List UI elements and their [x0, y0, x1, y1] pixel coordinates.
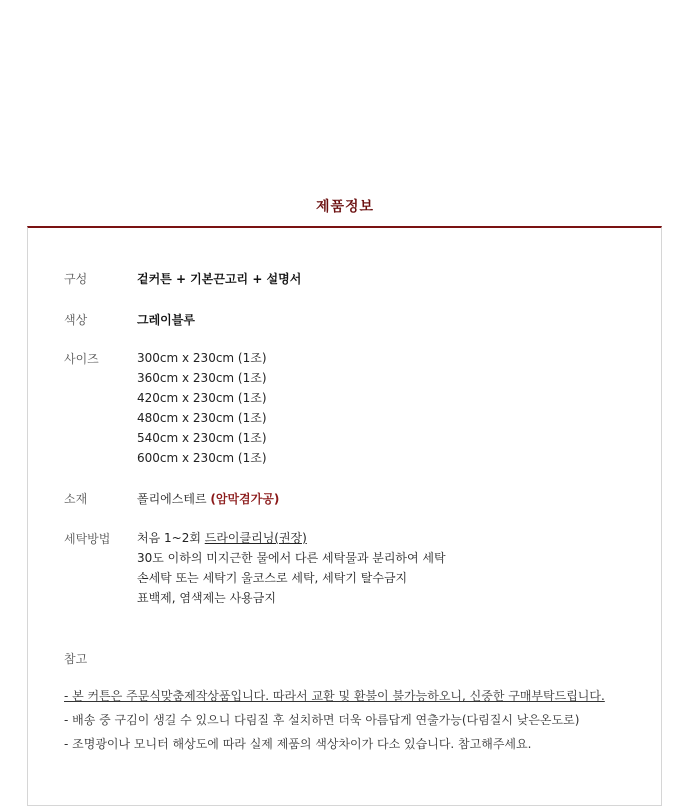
material-label: 소재	[64, 492, 88, 506]
product-info-panel	[27, 226, 662, 806]
sizes-list	[137, 350, 267, 470]
note-item: - 본 커튼은 주문식맞춤제작상품입니다. 따라서 교환 및 환불이 불가능하오니, 신중한 구매부탁드립니다.	[64, 689, 605, 703]
washing-line1-prefix: 처음 1~2회	[137, 531, 205, 545]
material-accent: (암막겸가공)	[210, 492, 280, 506]
composition-value: 겉커튼 + 기본끈고리 + 설명서	[137, 272, 302, 286]
color-label: 색상	[64, 313, 88, 327]
material-value	[137, 490, 279, 507]
size-option: 600cm x 230cm (1조)	[137, 451, 267, 465]
note-item: - 배송 중 구김이 생길 수 있으니 다림질 후 설치하면 더욱 아름답게 연출가능(다림질시 낮은온도로)	[64, 713, 580, 727]
composition-label: 구성	[64, 272, 88, 286]
washing-instructions	[137, 530, 446, 610]
note-item: - 조명광이나 모니터 해상도에 따라 실제 제품의 색상차이가 다소 있습니다. 참고해주세요.	[64, 737, 532, 751]
washing-label: 세탁방법	[64, 532, 111, 546]
size-option: 540cm x 230cm (1조)	[137, 431, 267, 445]
washing-line: 표백제, 염색제는 사용금지	[137, 591, 276, 605]
notes-label: 참고	[64, 652, 88, 666]
size-option: 480cm x 230cm (1조)	[137, 411, 267, 425]
washing-line: 손세탁 또는 세탁기 울코스로 세탁, 세탁기 탈수금지	[137, 571, 408, 585]
color-value: 그레이블루	[137, 313, 195, 327]
dry-cleaning-link: 드라이클리닝(권장)	[204, 531, 307, 545]
washing-line: 30도 이하의 미지근한 물에서 다른 세탁물과 분리하여 세탁	[137, 551, 446, 565]
sizes-label: 사이즈	[64, 352, 99, 366]
size-option: 420cm x 230cm (1조)	[137, 391, 267, 405]
size-option: 300cm x 230cm (1조)	[137, 351, 267, 365]
size-option: 360cm x 230cm (1조)	[137, 371, 267, 385]
washing-line	[137, 530, 446, 550]
notes-section	[64, 650, 644, 759]
material-name: 폴리에스테르	[137, 492, 207, 506]
notes-list	[64, 687, 644, 759]
page-title: 제품정보	[315, 199, 375, 215]
